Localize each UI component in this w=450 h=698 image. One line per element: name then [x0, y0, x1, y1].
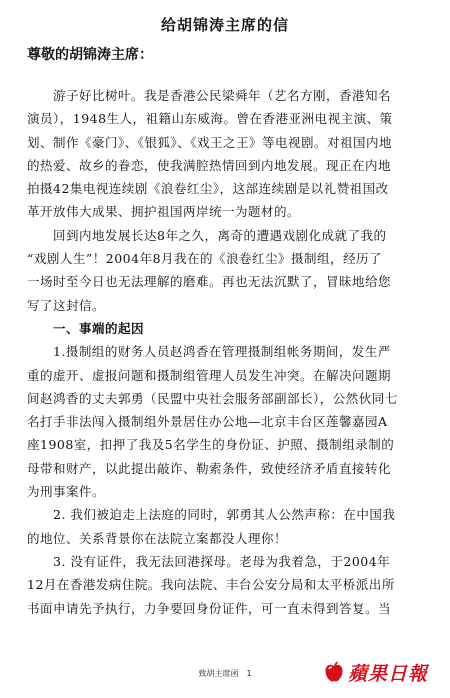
- text-line: 写了这封信。: [27, 297, 106, 313]
- text-line: 3. 没有证件，我无法回港探母。老母为我着急，于2004年: [53, 553, 391, 569]
- salutation: 尊敬的胡锦涛主席：: [27, 47, 153, 63]
- text-line: 革开放伟大成果、拥护祖国两岸统一为题材的。: [27, 204, 301, 220]
- text-line: 间赵鸿香的丈夫郭勇（民盟中央社会服务部副部长），公然伙同七: [27, 390, 398, 406]
- text-line: 2. 我们被迫走上法庭的同时，郭勇其人公然声称：在中国我: [53, 507, 396, 523]
- text-line: 母带和财产，以此提出敲诈、勒索条件，致使经济矛盾直接转化: [27, 460, 392, 476]
- text-line: 1.摄制组的财务人员赵鸿香在管理摄制组帐务期间，发生严: [53, 344, 391, 360]
- letter-body: [27, 84, 427, 620]
- page-footer: 致胡主席函 1: [198, 669, 252, 678]
- letter-title: 给胡锦涛主席的信: [160, 16, 289, 34]
- text-line: “戏剧人生”！2004年8月我在的《浪卷红尘》摄制组，经历了: [27, 251, 383, 267]
- text-line: 12月在香港发病住院。我向法院、丰台公安分局和太平桥派出所: [27, 577, 395, 593]
- text-line: 回到内地发展长达8年之久，离奇的遭遇戏剧化成就了我的: [53, 227, 387, 243]
- text-line: 游子好比树叶。我是香港公民梁舜年（艺名方刚，香港知名: [53, 88, 392, 103]
- logo-text: 蘋果日報: [348, 663, 429, 685]
- apple-icon: [322, 660, 346, 684]
- text-line: 为刑事案件。: [27, 484, 106, 500]
- text-line: 的地位、关系背景你在法院立案都没人理你！: [27, 530, 288, 546]
- text-line: 划、制作《豪门》、《银狐》、《戏王之王》等电视剧。对祖国内地: [27, 134, 393, 150]
- text-line: 一场时至今日也无法理解的磨难。再也无法沉默了，冒昧地给您: [27, 274, 392, 290]
- text-line: 的热爱、故乡的眷恋，使我满腔热情回到内地发展。现正在内地: [27, 157, 392, 173]
- text-line: 书面申请先予执行，力争要回身份证件，可一直未得到答复。当: [27, 600, 392, 616]
- text-line: 座1908室，扣押了我及5名学生的身份证、护照、摄制组录制的: [27, 437, 395, 453]
- section-heading: 一、事端的起因: [53, 320, 145, 336]
- text-line: 重的虚开、虚报问题和摄制组管理人员发生冲突。在解决问题期: [27, 367, 392, 383]
- text-line: 名打手非法闯入摄制组外景居住办公地—北京丰台区莲馨嘉园A: [27, 414, 388, 430]
- newspaper-logo: [322, 657, 442, 687]
- text-line: 拍摄42集电视连续剧《浪卷红尘》，这部连续剧是以礼赞祖国改: [27, 181, 389, 197]
- text-line: 演员），1948生人，祖籍山东威海。曾在香港亚洲电视主演、策: [27, 111, 393, 127]
